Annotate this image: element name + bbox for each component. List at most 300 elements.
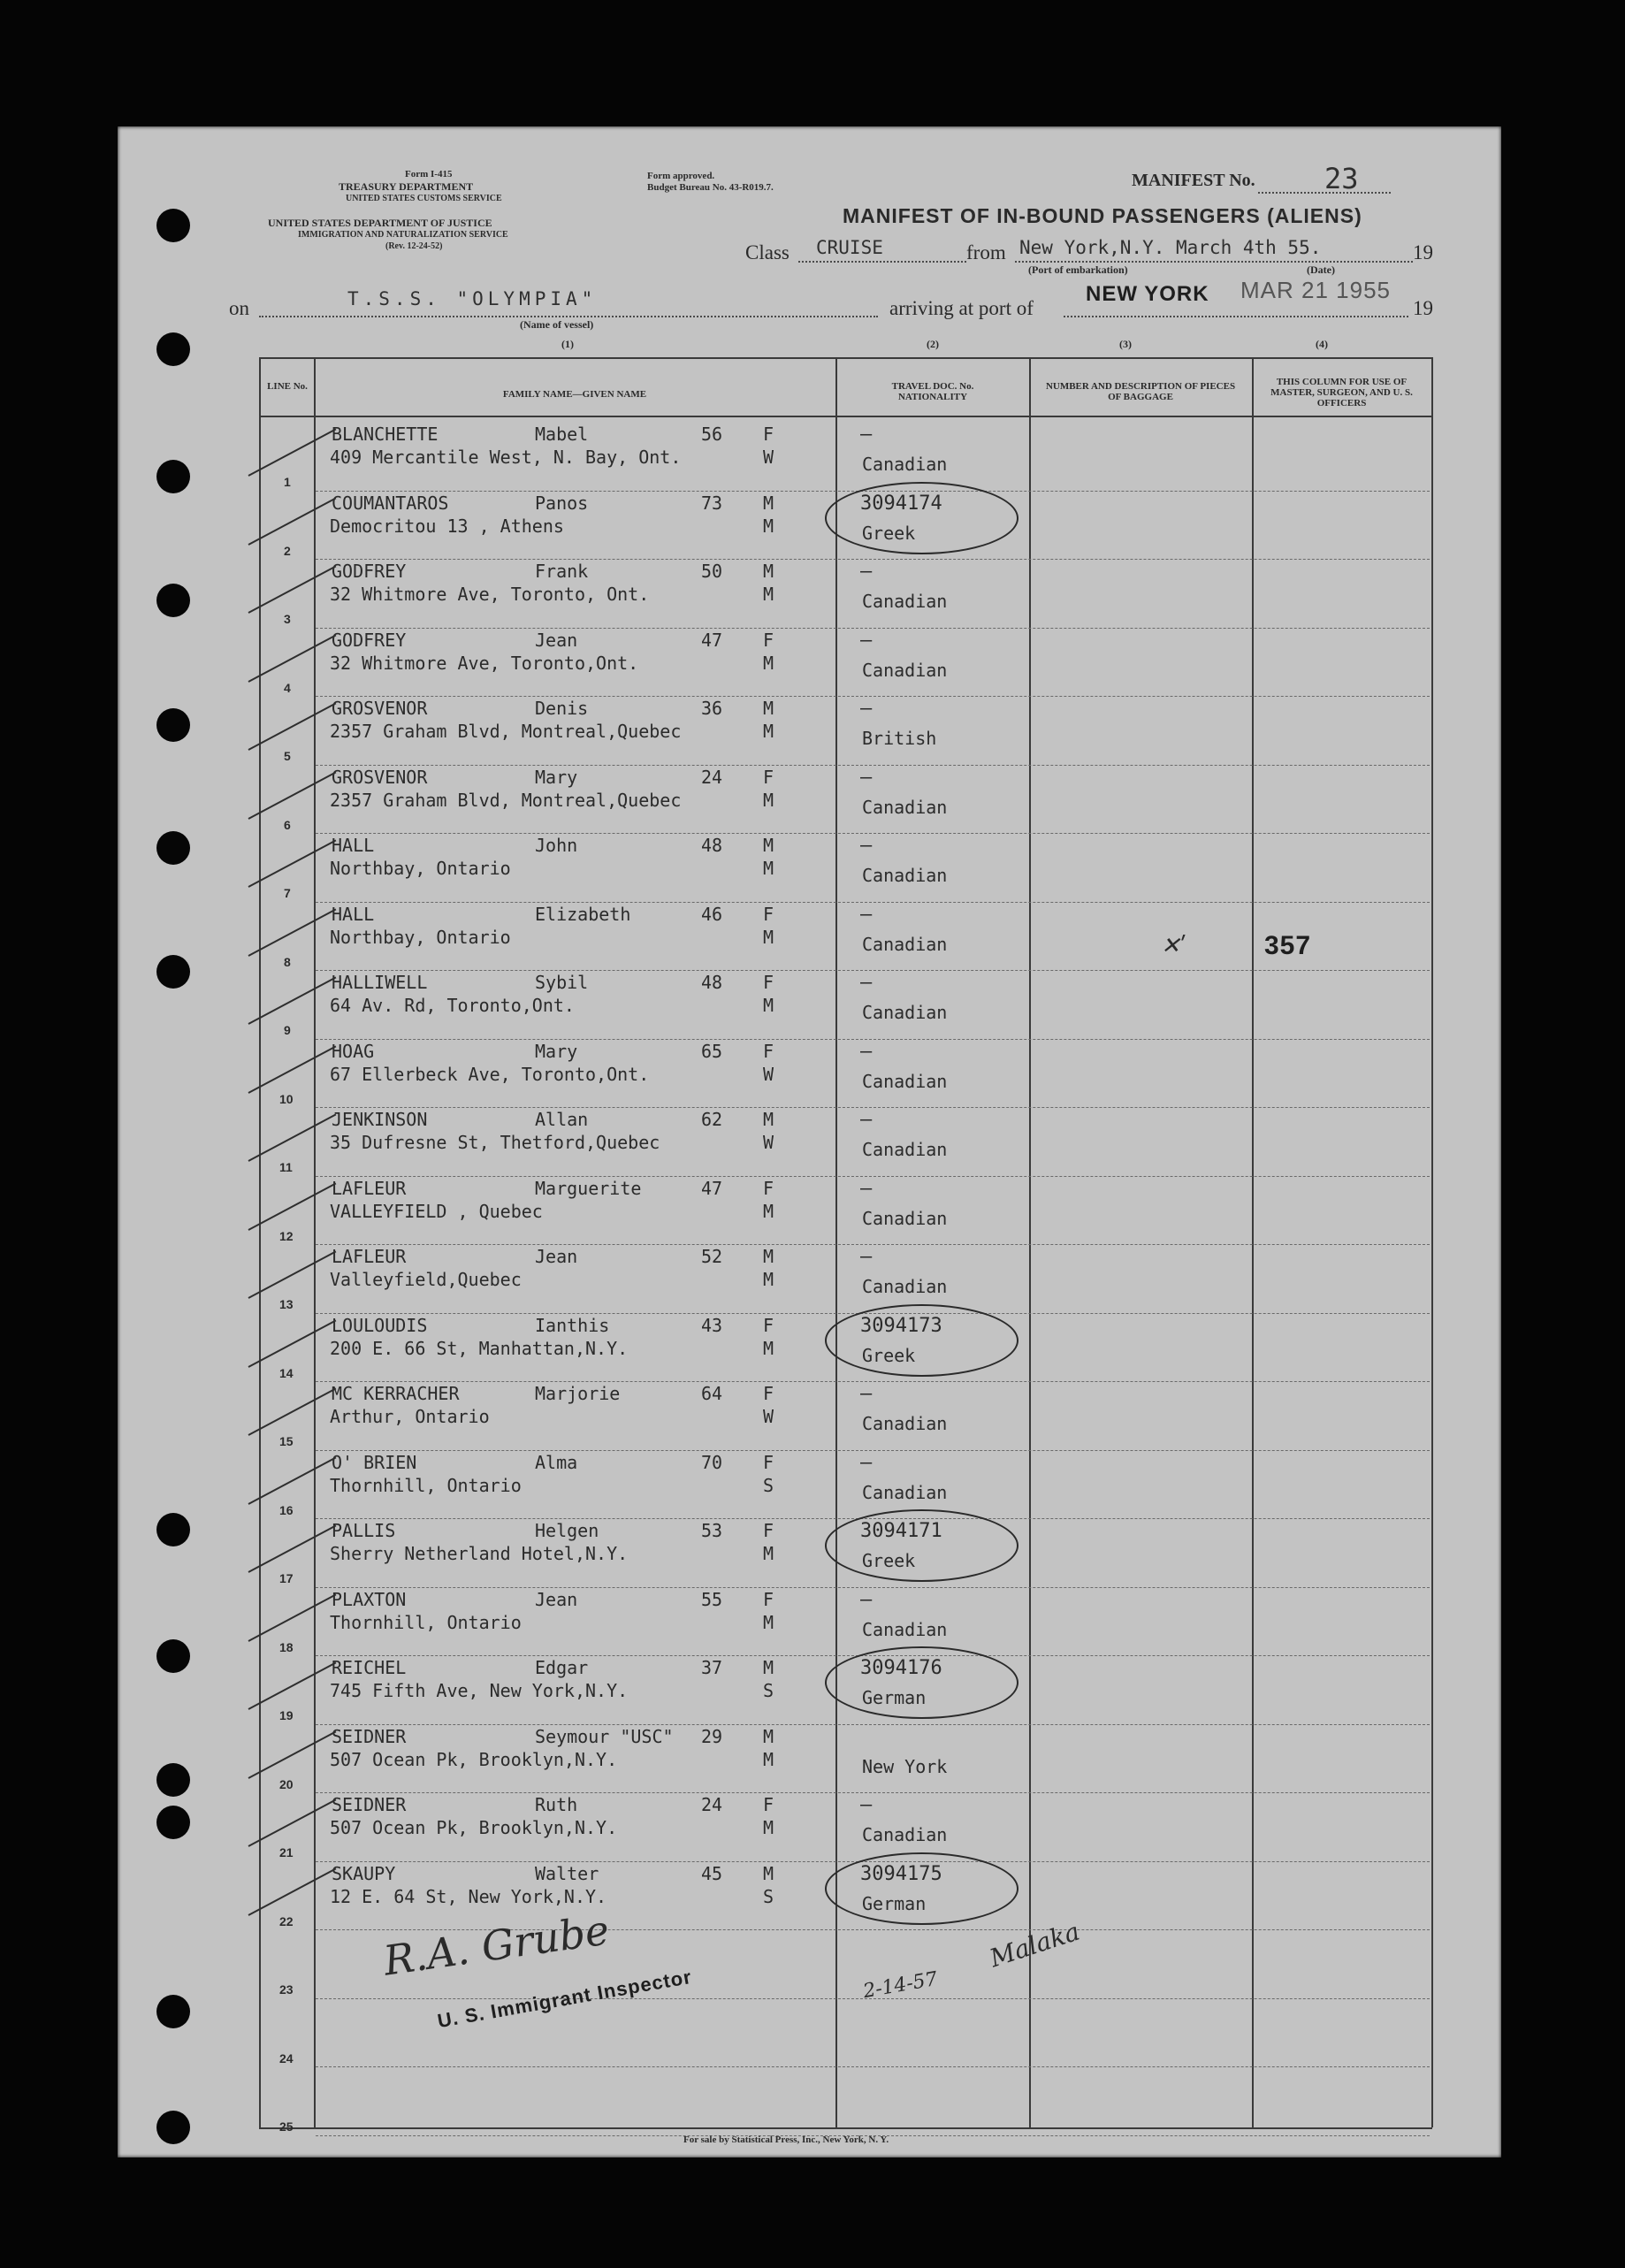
passenger-given-name: Elizabeth (535, 904, 631, 925)
passenger-nationality: Canadian (862, 1002, 948, 1023)
manifest-number-line (1258, 192, 1391, 194)
passenger-age: 73 (701, 493, 723, 514)
passenger-nationality: Canadian (862, 1139, 948, 1160)
passenger-doc: — (860, 1041, 873, 1063)
check-mark (248, 566, 337, 614)
vessel-line (259, 316, 878, 317)
passenger-marital: M (763, 1338, 774, 1359)
passenger-age: 46 (701, 904, 723, 925)
passenger-nationality: Canadian (862, 1071, 948, 1092)
check-mark (248, 1251, 337, 1299)
punch-hole (156, 831, 190, 865)
passenger-marital: M (763, 1201, 774, 1222)
passenger-family-name: PALLIS (332, 1520, 396, 1541)
passenger-given-name: Mabel (535, 424, 589, 445)
passenger-address: Northbay, Ontario (330, 927, 511, 948)
passenger-given-name: Panos (535, 493, 589, 514)
passenger-sex: F (763, 630, 774, 651)
passenger-age: 50 (701, 561, 723, 582)
col-header-officers: THIS COLUMN FOR USE OF MASTER, SURGEON, AND U. S. OFFICERS (1270, 377, 1413, 409)
passenger-nationality: Greek (862, 1550, 916, 1571)
passenger-address: 67 Ellerbeck Ave, Toronto,Ont. (330, 1064, 650, 1085)
passenger-doc: — (860, 1452, 873, 1474)
passenger-family-name: HOAG (332, 1041, 375, 1062)
check-mark (248, 772, 337, 820)
line-number: 23 (279, 1982, 294, 1997)
punch-hole (156, 955, 190, 989)
handwritten-date: 2-14-57 (861, 1967, 940, 2004)
passenger-sex: M (763, 1246, 774, 1267)
passenger-nationality: Canadian (862, 1482, 948, 1503)
passenger-family-name: LOULOUDIS (332, 1315, 428, 1336)
passenger-family-name: LAFLEUR (332, 1246, 407, 1267)
passenger-doc: — (860, 698, 873, 720)
doc-circle (825, 1304, 1018, 1377)
passenger-nationality: Canadian (862, 1413, 948, 1434)
passenger-marital: M (763, 1817, 774, 1838)
passenger-sex: F (763, 1520, 774, 1541)
line-number: 9 (284, 1023, 291, 1037)
passenger-doc: 3094174 (860, 493, 942, 515)
passenger-age: 53 (701, 1520, 723, 1541)
punch-hole (156, 1763, 190, 1797)
passenger-doc: — (860, 1383, 873, 1405)
row-divider (316, 1107, 1430, 1108)
passenger-nationality: Canadian (862, 1208, 948, 1229)
table-top-border (259, 357, 1432, 359)
passenger-given-name: Jean (535, 630, 578, 651)
passenger-nationality: Canadian (862, 934, 948, 955)
passenger-given-name: Seymour "USC" (535, 1726, 674, 1747)
check-mark (248, 1457, 337, 1505)
passenger-age: 52 (701, 1246, 723, 1267)
arriving-label: arriving at port of (889, 297, 1034, 319)
row-divider (316, 1450, 1430, 1451)
line-number: 14 (279, 1366, 294, 1380)
passenger-address: 2357 Graham Blvd, Montreal,Quebec (330, 790, 682, 811)
passenger-age: 55 (701, 1589, 723, 1610)
punch-hole (156, 1995, 190, 2028)
treasury-dept: TREASURY DEPARTMENT (339, 180, 474, 193)
line-number: 22 (279, 1914, 294, 1928)
row-divider (316, 1244, 1430, 1245)
passenger-sex: M (763, 1863, 774, 1884)
passenger-marital: W (763, 1064, 774, 1085)
passenger-nationality: German (862, 1893, 927, 1914)
passenger-given-name: Marjorie (535, 1383, 621, 1404)
check-mark (248, 703, 337, 751)
line-number: 4 (284, 681, 291, 695)
passenger-given-name: Allan (535, 1109, 589, 1130)
passenger-marital: W (763, 1132, 774, 1153)
passenger-sex: F (763, 1178, 774, 1199)
punch-hole (156, 209, 190, 242)
passenger-address: 32 Whitmore Ave, Toronto,Ont. (330, 653, 639, 674)
row-divider (316, 970, 1430, 971)
check-mark (248, 1799, 337, 1847)
line-number: 8 (284, 955, 291, 969)
row-divider (316, 628, 1430, 629)
line-number: 11 (279, 1160, 293, 1174)
line-number: 17 (279, 1571, 294, 1585)
passenger-given-name: Sybil (535, 972, 589, 993)
manifest-label: MANIFEST No. (1132, 171, 1255, 190)
punch-hole (156, 2111, 190, 2144)
passenger-address: 507 Ocean Pk, Brooklyn,N.Y. (330, 1749, 618, 1770)
line-number: 6 (284, 818, 291, 832)
row-divider (316, 1176, 1430, 1177)
passenger-doc: — (860, 1794, 873, 1816)
passenger-family-name: BLANCHETTE (332, 424, 439, 445)
passenger-doc: — (860, 767, 873, 789)
row-divider (316, 1381, 1430, 1382)
justice-dept: UNITED STATES DEPARTMENT OF JUSTICE (268, 217, 492, 229)
check-mark (248, 1388, 337, 1436)
passenger-age: 47 (701, 630, 723, 651)
passenger-given-name: Walter (535, 1863, 599, 1884)
passenger-address: Democritou 13 , Athens (330, 515, 564, 537)
form-number: Form I-415 (405, 169, 453, 179)
from-line (1015, 261, 1413, 263)
manifest-number: 23 (1324, 162, 1359, 195)
passenger-family-name: HALL (332, 904, 375, 925)
passenger-sex: F (763, 767, 774, 788)
passenger-family-name: HALLIWELL (332, 972, 428, 993)
col-border-5 (1431, 357, 1433, 2127)
check-mark (248, 977, 337, 1025)
passenger-doc: — (860, 904, 873, 926)
date-caption: (Date) (1307, 263, 1335, 276)
passenger-age: 70 (701, 1452, 723, 1473)
class-line (798, 261, 966, 263)
passenger-marital: M (763, 584, 774, 605)
passenger-age: 29 (701, 1726, 723, 1747)
passenger-address: 64 Av. Rd, Toronto,Ont. (330, 995, 575, 1016)
inspector-signature: R.A. Grube (380, 1905, 613, 1985)
line-number: 5 (284, 749, 291, 763)
inspector-stamp: U. S. Immigrant Inspector (435, 1965, 694, 2033)
port-embarkation-caption: (Port of embarkation) (1028, 263, 1128, 276)
passenger-family-name: REICHEL (332, 1657, 407, 1678)
line-number: 3 (284, 612, 291, 626)
passenger-address: Arthur, Ontario (330, 1406, 490, 1427)
passenger-address: 12 E. 64 St, New York,N.Y. (330, 1886, 607, 1907)
from-value: New York,N.Y. March 4th 55. (1019, 237, 1322, 258)
passenger-family-name: SEIDNER (332, 1794, 407, 1815)
table-header-border (259, 416, 1432, 417)
passenger-given-name: Edgar (535, 1657, 589, 1678)
arrival-port: NEW YORK (1086, 282, 1209, 306)
form-approved: Form approved. (647, 171, 715, 181)
passenger-nationality: German (862, 1687, 927, 1708)
passenger-marital: S (763, 1475, 774, 1496)
passenger-doc: — (860, 561, 873, 583)
passenger-family-name: JENKINSON (332, 1109, 428, 1130)
passenger-nationality: British (862, 728, 937, 749)
line-number: 18 (279, 1640, 294, 1654)
vessel-name: T.S.S. "OLYMPIA" (347, 288, 598, 309)
passenger-nationality: Canadian (862, 454, 948, 475)
form-revision: (Rev. 12-24-52) (385, 241, 443, 251)
passenger-given-name: Alma (535, 1452, 578, 1473)
passenger-marital: M (763, 515, 774, 537)
passenger-doc: — (860, 424, 873, 446)
passenger-address: Valleyfield,Quebec (330, 1269, 522, 1290)
handwritten-note: Malaka (986, 1916, 1084, 1974)
passenger-address: 409 Mercantile West, N. Bay, Ont. (330, 447, 682, 468)
class-label: Class (745, 241, 790, 263)
passenger-sex: M (763, 1726, 774, 1747)
passenger-age: 64 (701, 1383, 723, 1404)
passenger-family-name: HALL (332, 835, 375, 856)
passenger-sex: F (763, 1452, 774, 1473)
passenger-sex: F (763, 1041, 774, 1062)
passenger-family-name: GODFREY (332, 630, 407, 651)
passenger-doc: 3094171 (860, 1520, 942, 1542)
row-divider (316, 559, 1430, 560)
passenger-sex: F (763, 424, 774, 445)
passenger-sex: M (763, 493, 774, 514)
doc-circle (825, 1646, 1018, 1719)
check-mark (248, 1868, 337, 1916)
punch-hole (156, 332, 190, 366)
passenger-nationality: Canadian (862, 591, 948, 612)
on-label: on (229, 297, 249, 319)
passenger-nationality: Greek (862, 1345, 916, 1366)
passenger-nationality: Canadian (862, 1619, 948, 1640)
year-suffix: 19 (1413, 241, 1433, 263)
passenger-age: 36 (701, 698, 723, 719)
passenger-nationality: Canadian (862, 660, 948, 681)
passenger-sex: M (763, 561, 774, 582)
col-header-name: FAMILY NAME—GIVEN NAME (502, 389, 647, 400)
line-number: 2 (284, 544, 291, 558)
line-number: 15 (279, 1434, 294, 1448)
passenger-doc: — (860, 835, 873, 857)
punch-hole (156, 1806, 190, 1839)
passenger-family-name: SKAUPY (332, 1863, 396, 1884)
check-mark (248, 1046, 337, 1094)
passenger-sex: F (763, 1315, 774, 1336)
passenger-age: 37 (701, 1657, 723, 1678)
passenger-given-name: Jean (535, 1246, 578, 1267)
passenger-marital: W (763, 447, 774, 468)
passenger-marital: M (763, 653, 774, 674)
passenger-doc: — (860, 1109, 873, 1131)
passenger-family-name: GROSVENOR (332, 767, 428, 788)
passenger-nationality: Greek (862, 523, 916, 544)
col-num-2: (2) (927, 338, 939, 350)
line-number: 25 (279, 2119, 294, 2134)
passenger-address: 35 Dufresne St, Thetford,Quebec (330, 1132, 660, 1153)
ins-service: IMMIGRATION AND NATURALIZATION SERVICE (298, 230, 508, 240)
col-num-3: (3) (1119, 338, 1132, 350)
passenger-sex: F (763, 904, 774, 925)
passenger-marital: M (763, 721, 774, 742)
passenger-marital: M (763, 858, 774, 879)
passenger-given-name: Mary (535, 767, 578, 788)
customs-service: UNITED STATES CUSTOMS SERVICE (346, 194, 502, 203)
manifest-sheet (118, 126, 1501, 2157)
passenger-age: 24 (701, 1794, 723, 1815)
passenger-address: 507 Ocean Pk, Brooklyn,N.Y. (330, 1817, 618, 1838)
check-mark (248, 840, 337, 888)
from-label: from (966, 241, 1006, 263)
passenger-given-name: Frank (535, 561, 589, 582)
punch-hole (156, 1639, 190, 1673)
passenger-address: 2357 Graham Blvd, Montreal,Quebec (330, 721, 682, 742)
passenger-given-name: Helgen (535, 1520, 599, 1541)
passenger-doc: — (860, 1178, 873, 1200)
passenger-family-name: GROSVENOR (332, 698, 428, 719)
passenger-marital: M (763, 995, 774, 1016)
line-number: 10 (279, 1092, 294, 1106)
line-number: 16 (279, 1503, 294, 1517)
passenger-age: 56 (701, 424, 723, 445)
passenger-nationality: Canadian (862, 797, 948, 818)
passenger-family-name: COUMANTAROS (332, 493, 449, 514)
passenger-marital: M (763, 927, 774, 948)
passenger-nationality: Canadian (862, 1276, 948, 1297)
passenger-marital: M (763, 1749, 774, 1770)
passenger-given-name: Ianthis (535, 1315, 610, 1336)
passenger-address: Sherry Netherland Hotel,N.Y. (330, 1543, 629, 1564)
passenger-marital: W (763, 1406, 774, 1427)
passenger-sex: F (763, 1589, 774, 1610)
doc-circle (825, 1509, 1018, 1582)
passenger-age: 24 (701, 767, 723, 788)
check-mark (248, 1114, 337, 1162)
col-num-4: (4) (1316, 338, 1328, 350)
passenger-sex: F (763, 1794, 774, 1815)
passenger-doc: 3094176 (860, 1657, 942, 1679)
passenger-nationality: Canadian (862, 865, 948, 886)
passenger-sex: M (763, 1109, 774, 1130)
year-suffix-2: 19 (1413, 297, 1433, 319)
check-mark (248, 1183, 337, 1231)
row-divider (316, 765, 1430, 766)
passenger-doc: — (860, 1246, 873, 1268)
row-divider (316, 902, 1430, 903)
row-divider (316, 1587, 1430, 1588)
col-header-travel-doc: TRAVEL DOC. No. NATIONALITY (891, 381, 974, 402)
passenger-family-name: LAFLEUR (332, 1178, 407, 1199)
passenger-nationality: Canadian (862, 1824, 948, 1845)
passenger-age: 48 (701, 835, 723, 856)
officer-note: 357 (1264, 931, 1312, 960)
passenger-doc: 3094175 (860, 1863, 942, 1885)
line-number: 20 (279, 1777, 294, 1791)
passenger-sex: F (763, 972, 774, 993)
passenger-doc: 3094173 (860, 1315, 942, 1337)
check-mark (248, 635, 337, 683)
passenger-address: Thornhill, Ontario (330, 1475, 522, 1496)
line-number: 12 (279, 1229, 294, 1243)
manifest-title: MANIFEST OF IN-BOUND PASSENGERS (ALIENS) (843, 204, 1362, 227)
check-mark (248, 1320, 337, 1368)
line-number: 1 (284, 475, 291, 489)
row-divider (316, 833, 1430, 834)
class-value: CRUISE (816, 237, 883, 258)
punch-hole (156, 1513, 190, 1546)
passenger-sex: M (763, 835, 774, 856)
line-number: 13 (279, 1297, 294, 1311)
line-number: 21 (279, 1845, 294, 1859)
passenger-age: 47 (701, 1178, 723, 1199)
col-header-line-no: LINE No. (267, 381, 308, 392)
passenger-marital: M (763, 1543, 774, 1564)
col-border-0 (259, 357, 261, 2127)
port-line (1064, 316, 1408, 317)
passenger-given-name: John (535, 835, 578, 856)
passenger-marital: M (763, 1612, 774, 1633)
passenger-address: Thornhill, Ontario (330, 1612, 522, 1633)
passenger-marital: M (763, 1269, 774, 1290)
line-number: 19 (279, 1708, 294, 1722)
passenger-marital: S (763, 1680, 774, 1701)
col-num-1: (1) (561, 338, 574, 350)
doc-circle (825, 1852, 1018, 1925)
budget-bureau: Budget Bureau No. 43-R019.7. (647, 182, 774, 193)
passenger-family-name: O' BRIEN (332, 1452, 417, 1473)
check-mark (248, 1662, 337, 1710)
passenger-age: 48 (701, 972, 723, 993)
punch-hole (156, 584, 190, 617)
check-mark (248, 429, 337, 477)
passenger-address: 745 Fifth Ave, New York,N.Y. (330, 1680, 629, 1701)
passenger-sex: M (763, 1657, 774, 1678)
passenger-address: 200 E. 66 St, Manhattan,N.Y. (330, 1338, 629, 1359)
passenger-family-name: SEIDNER (332, 1726, 407, 1747)
check-mark (248, 909, 337, 957)
passenger-doc: — (860, 630, 873, 652)
check-mark (248, 1525, 337, 1573)
passenger-sex: M (763, 698, 774, 719)
footer-printer: For sale by Statistical Press, Inc., New York, N. Y. (683, 2134, 889, 2145)
vessel-caption: (Name of vessel) (520, 318, 594, 331)
passenger-doc: — (860, 1589, 873, 1611)
row-divider (316, 1724, 1430, 1725)
check-mark (248, 498, 337, 546)
passenger-given-name: Jean (535, 1589, 578, 1610)
row-divider (316, 1792, 1430, 1793)
passenger-family-name: MC KERRACHER (332, 1383, 460, 1404)
passenger-age: 62 (701, 1109, 723, 1130)
check-mark (248, 1594, 337, 1642)
check-mark (248, 1731, 337, 1779)
punch-hole (156, 708, 190, 742)
passenger-doc: — (860, 972, 873, 994)
row-divider (316, 2066, 1430, 2067)
passenger-age: 45 (701, 1863, 723, 1884)
passenger-given-name: Marguerite (535, 1178, 642, 1199)
row-divider (316, 1039, 1430, 1040)
passenger-family-name: GODFREY (332, 561, 407, 582)
col-header-baggage: NUMBER AND DESCRIPTION OF PIECES OF BAGGAGE (1045, 381, 1236, 402)
row-divider (316, 696, 1430, 697)
passenger-family-name: PLAXTON (332, 1589, 407, 1610)
passenger-given-name: Mary (535, 1041, 578, 1062)
passenger-given-name: Ruth (535, 1794, 578, 1815)
baggage-scribble: ✕ʹ (1161, 933, 1187, 959)
doc-circle (825, 482, 1018, 554)
passenger-marital: M (763, 790, 774, 811)
line-number: 7 (284, 886, 291, 900)
passenger-marital: S (763, 1886, 774, 1907)
passenger-sex: F (763, 1383, 774, 1404)
line-number: 24 (279, 2051, 294, 2066)
passenger-given-name: Denis (535, 698, 589, 719)
